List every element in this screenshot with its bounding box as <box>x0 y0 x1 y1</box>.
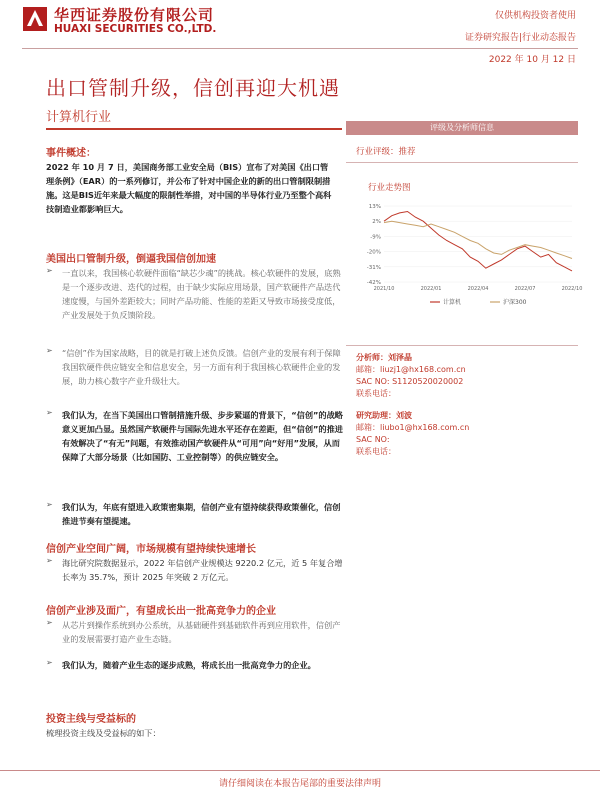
x-tick-label: 2022/10 <box>561 286 583 292</box>
report-title: 出口管制升级，信创再迎大机遇 <box>46 76 340 100</box>
panel-heading: 评级及分析师信息 <box>346 121 578 135</box>
bullet-text: 我们认为，年底有望进入政策密集期，信创产业有望持续获得政策催化，信创推进节奏有望提速。 <box>62 502 341 526</box>
y-tick-label: -20% <box>366 249 381 256</box>
assistant-phone: 联系电话： <box>356 447 396 456</box>
summary-heading: 事件概述： <box>46 148 96 159</box>
bullet-arrow-icon: ➢ <box>46 266 53 275</box>
section4-heading: 投资主线与受益标的 <box>46 714 136 725</box>
analyst-name: 分析师：刘泽晶 <box>356 353 412 362</box>
section1-bullet-3 <box>46 408 344 494</box>
x-tick-label: 2022/01 <box>420 286 442 292</box>
header-divider <box>22 48 578 49</box>
y-tick-label: -9% <box>370 234 381 241</box>
panel-divider <box>346 162 578 163</box>
section3-heading: 信创产业涉及面广，有望成长出一批高竞争力的企业 <box>46 606 276 617</box>
assistant-email: 邮箱：liubo1@hx168.com.cn <box>356 423 470 432</box>
bullet-text: 海比研究院数据显示，2022 年信创产业规模达 9220.2 亿元，近 5 年复合增长率为 35.7%，预计 2025 年突破 2 万亿元。 <box>62 558 343 582</box>
title-divider <box>46 128 342 130</box>
bullet-text: “信创”作为国家战略，目的就是打破上述负反馈。信创产业的发展有利于保障我国软硬件供应链安全和信息安全，另一方面有利于我国核心软硬件企业的发展，助力核心数字产业升级壮大。 <box>62 348 341 386</box>
bullet-arrow-icon: ➢ <box>46 658 53 667</box>
section2-heading: 信创产业空间广阔，市场规模有望持续快速增长 <box>46 544 256 555</box>
brand-name-cn: 华西证券股份有限公司 <box>54 6 215 24</box>
section3-bullet-1 <box>46 618 344 648</box>
footer-divider <box>0 770 600 771</box>
analyst-phone: 联系电话： <box>356 389 396 398</box>
section1-bullet-4 <box>46 500 344 530</box>
analyst-sac: SAC NO: S1120520020002 <box>356 377 464 386</box>
section4-text: 梳理投资主线及受益标的如下： <box>46 728 161 738</box>
section2-bullet-1 <box>46 556 344 600</box>
y-tick-label: 13% <box>368 204 381 210</box>
legend-label: 计算机 <box>443 299 462 306</box>
summary-text: 2022 年 10 月 7 日，美国商务部工业安全局（BIS）宣布了对美国《出口管理条例》（EAR）的一系列修订，并公布了针对中国企业的新的出口管制限制措施。这是BIS近年来最大幅度的限制性举措，对中国的半导体行业乃至整个高科技制造业都影响巨大。 <box>46 162 332 214</box>
industry-label: 计算机行业 <box>46 110 112 125</box>
section1-bullet-2 <box>46 346 344 390</box>
huaxi-logo-icon <box>22 6 48 32</box>
bullet-arrow-icon: ➢ <box>46 618 53 627</box>
bullet-text: 我们认为，随着产业生态的逐步成熟，将成长出一批高竞争力的企业。 <box>62 660 316 670</box>
series-line-0 <box>384 212 572 271</box>
industry-rating: 行业评级：推荐 <box>356 147 416 157</box>
bullet-arrow-icon: ➢ <box>46 556 53 565</box>
trend-chart-title: 行业走势图 <box>368 183 411 193</box>
series-line-1 <box>384 221 572 258</box>
brand-name-en: HUAXI SECURITIES CO.,LTD. <box>54 23 217 35</box>
section3-bullet-2 <box>46 658 344 688</box>
section1-heading: 美国出口管制升级，倒逼我国信创加速 <box>46 254 216 265</box>
x-tick-label: 2022/04 <box>467 286 489 292</box>
y-tick-label: -42% <box>366 280 381 286</box>
usage-note: 仅供机构投资者使用 <box>494 11 576 21</box>
section1-bullet-1 <box>46 266 344 336</box>
y-tick-label: 2% <box>372 219 381 226</box>
x-tick-label: 2022/07 <box>514 286 536 292</box>
analyst-email: 邮箱：liuzj1@hx168.com.cn <box>356 365 466 374</box>
bullet-arrow-icon: ➢ <box>46 346 53 355</box>
bullet-text: 从芯片到操作系统到办公系统，从基础硬件到基础软件再到应用软件，信创产业的发展需要打造产业生态链。 <box>62 620 341 644</box>
analyst-info <box>356 352 469 458</box>
bullet-arrow-icon: ➢ <box>46 500 53 509</box>
bullet-text: 一直以来，我国核心软硬件面临“缺芯少魂”的挑战。核心软硬件的发展，底熟是一个逐步改进、迭代的过程，由于缺少实际应用场景，国产软硬件产品迭代速度慢，与国外差距较大；同时产品功能、性能的差距又导致市场接受度低，产业发展处于负反馈阶段。 <box>62 268 341 320</box>
bullet-arrow-icon: ➢ <box>46 408 53 417</box>
x-tick-label: 2021/10 <box>373 286 395 292</box>
assistant-name: 研究助理：刘波 <box>356 411 412 420</box>
y-tick-label: -31% <box>366 264 381 271</box>
assistant-sac: SAC NO: <box>356 435 390 444</box>
report-type: 证券研究报告|行业动态报告 <box>464 33 576 43</box>
bullet-text: 我们认为，在当下美国出口管制措施升级、步步紧逼的背景下，“信创”的战略意义更加凸显。虽然国产软硬件与国际先进水平还存在差距，但“信创”的推进有效解决了“有无”问题，有效推动国产软硬件从“可用”向“好用”发展，从而保障了大部分场景（比如国防、工业控制等）的供应链安全。 <box>62 410 343 462</box>
industry-trend-chart <box>360 200 583 315</box>
report-date: 2022 年 10 月 12 日 <box>488 55 576 65</box>
legend-label: 沪深300 <box>503 299 527 306</box>
legal-notice: 请仔细阅读在本报告尾部的重要法律声明 <box>218 779 381 789</box>
panel-divider-2 <box>346 345 578 346</box>
